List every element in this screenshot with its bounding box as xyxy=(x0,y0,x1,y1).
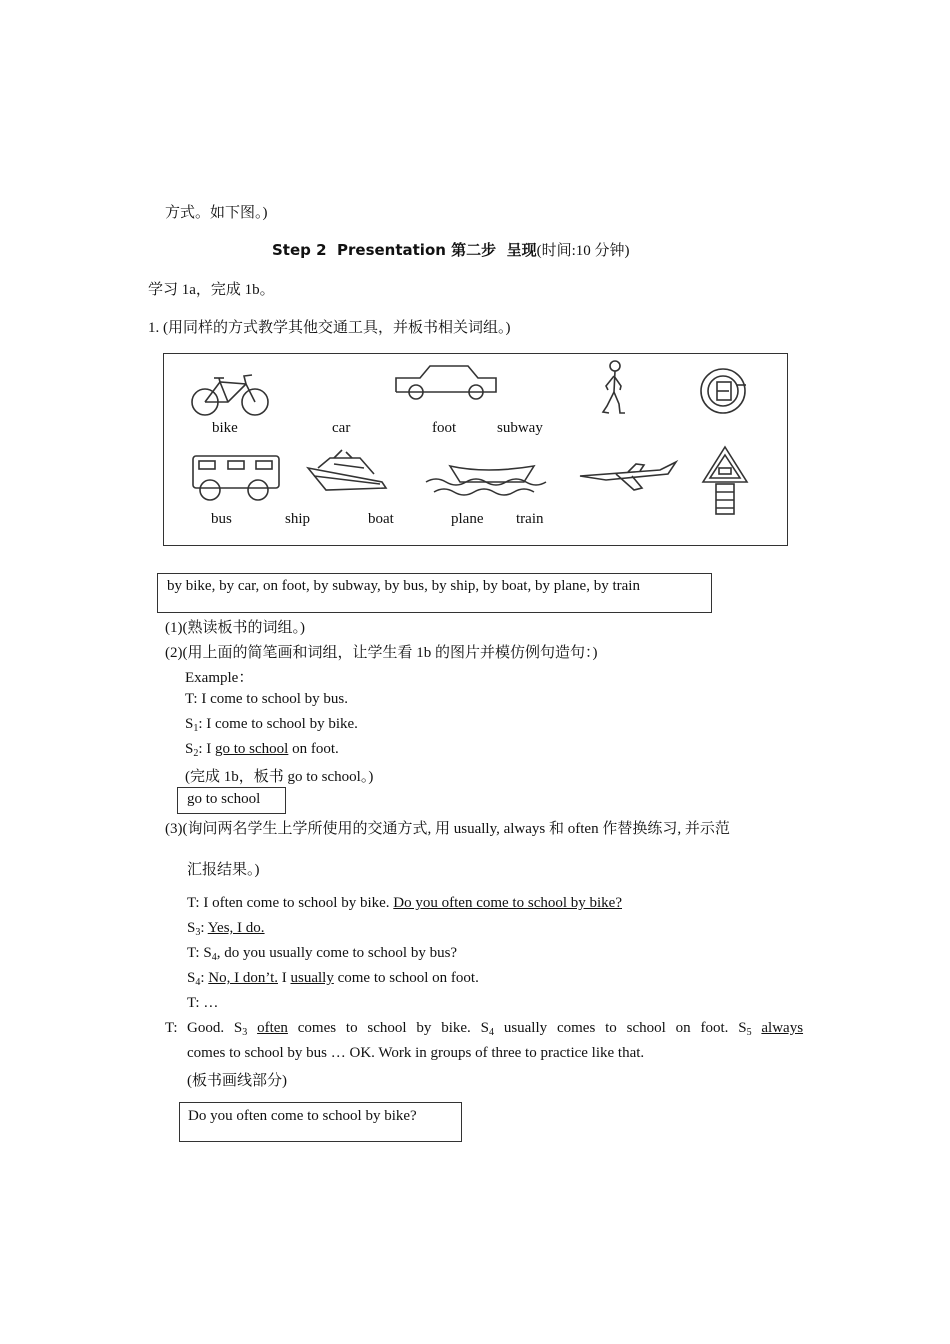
dialogue-line-1: T: I often come to school by bike. Do you often come to school by bike? xyxy=(187,895,622,911)
label-bus: bus xyxy=(211,511,232,527)
board-box-phrases xyxy=(157,573,712,613)
board-go-to-school-text: go to school xyxy=(187,791,261,807)
board-note: (板书画线部分) xyxy=(187,1073,287,1089)
car-icon xyxy=(392,362,500,402)
label-plane: plane xyxy=(451,511,484,527)
boat-icon xyxy=(424,462,552,496)
subway-logo-icon xyxy=(698,366,748,416)
ship-icon xyxy=(304,448,390,496)
example-teacher: T: I come to school by bus. xyxy=(185,691,348,707)
example-s2: $S_2$: I go to school on foot. xyxy=(185,741,339,759)
step-3-line2: 汇报结果。) xyxy=(187,862,260,878)
walking-person-icon xyxy=(599,360,629,418)
example-s1: $S_1$: I come to school by bike. xyxy=(185,716,358,734)
bicycle-icon xyxy=(188,370,274,418)
label-foot: foot xyxy=(432,420,457,436)
item-1: 1. (用同样的方式教学其他交通工具，并板书相关词组。) xyxy=(148,320,511,336)
plane-icon xyxy=(576,458,680,492)
label-boat: boat xyxy=(368,511,394,527)
board-question-text: Do you often come to school by bike? xyxy=(188,1108,417,1124)
step-title: Presentation 第二步 xyxy=(337,241,497,259)
bus-icon xyxy=(190,452,282,504)
intro-tail: 方式。如下图。) xyxy=(165,205,268,221)
step-2: (2)(用上面的简笔画和词组，让学生看 1b 的图片并模仿例句造句：) xyxy=(165,645,598,661)
dialogue-line-2: $S_3$: Yes, I do. xyxy=(187,920,265,938)
example-label: Example： xyxy=(185,670,254,686)
step-number: Step 2 xyxy=(272,241,327,259)
dialogue-line-4: $S_4$: No, I don’t. I usually come to school on foot. xyxy=(187,970,479,988)
board-phrases-text: by bike, by car, on foot, by subway, by bus, by ship, by boat, by plane, by train xyxy=(167,578,640,594)
label-bike: bike xyxy=(212,420,238,436)
good-speaker: T: xyxy=(165,1020,178,1036)
step-1: (1)(熟读板书的词组。) xyxy=(165,620,305,636)
step-subtitle: 呈现 xyxy=(506,241,537,259)
transport-figure xyxy=(163,353,788,546)
label-car: car xyxy=(332,420,351,436)
step-time: (时间:10 分钟) xyxy=(536,243,630,259)
good-line-1: Good. $S_3$ often comes to school by bike. $S_4$ usually comes to school on foot. $S_5$ always xyxy=(187,1020,804,1038)
dialogue-line-5: T: … xyxy=(187,995,219,1011)
complete-note: (完成 1b，板书 go to school。) xyxy=(185,769,374,785)
board-box-question xyxy=(179,1102,462,1142)
board-box-go-to-school xyxy=(177,787,286,814)
task-line: 学习 1a，完成 1b。 xyxy=(148,282,275,298)
label-train: train xyxy=(516,511,544,527)
label-subway: subway xyxy=(497,420,543,436)
good-line-2: comes to school by bus … OK. Work in groups of three to practice like that. xyxy=(187,1045,645,1061)
label-ship: ship xyxy=(285,511,311,527)
train-sign-icon xyxy=(700,444,750,516)
step-3-line1: (3)(询问两名学生上学所使用的交通方式, 用 usually, always 和 often 作替换练习, 并示范 xyxy=(165,821,730,837)
step-heading xyxy=(272,239,630,260)
dialogue-line-3: T: $S_4$, do you usually come to school by bus? xyxy=(187,945,458,963)
